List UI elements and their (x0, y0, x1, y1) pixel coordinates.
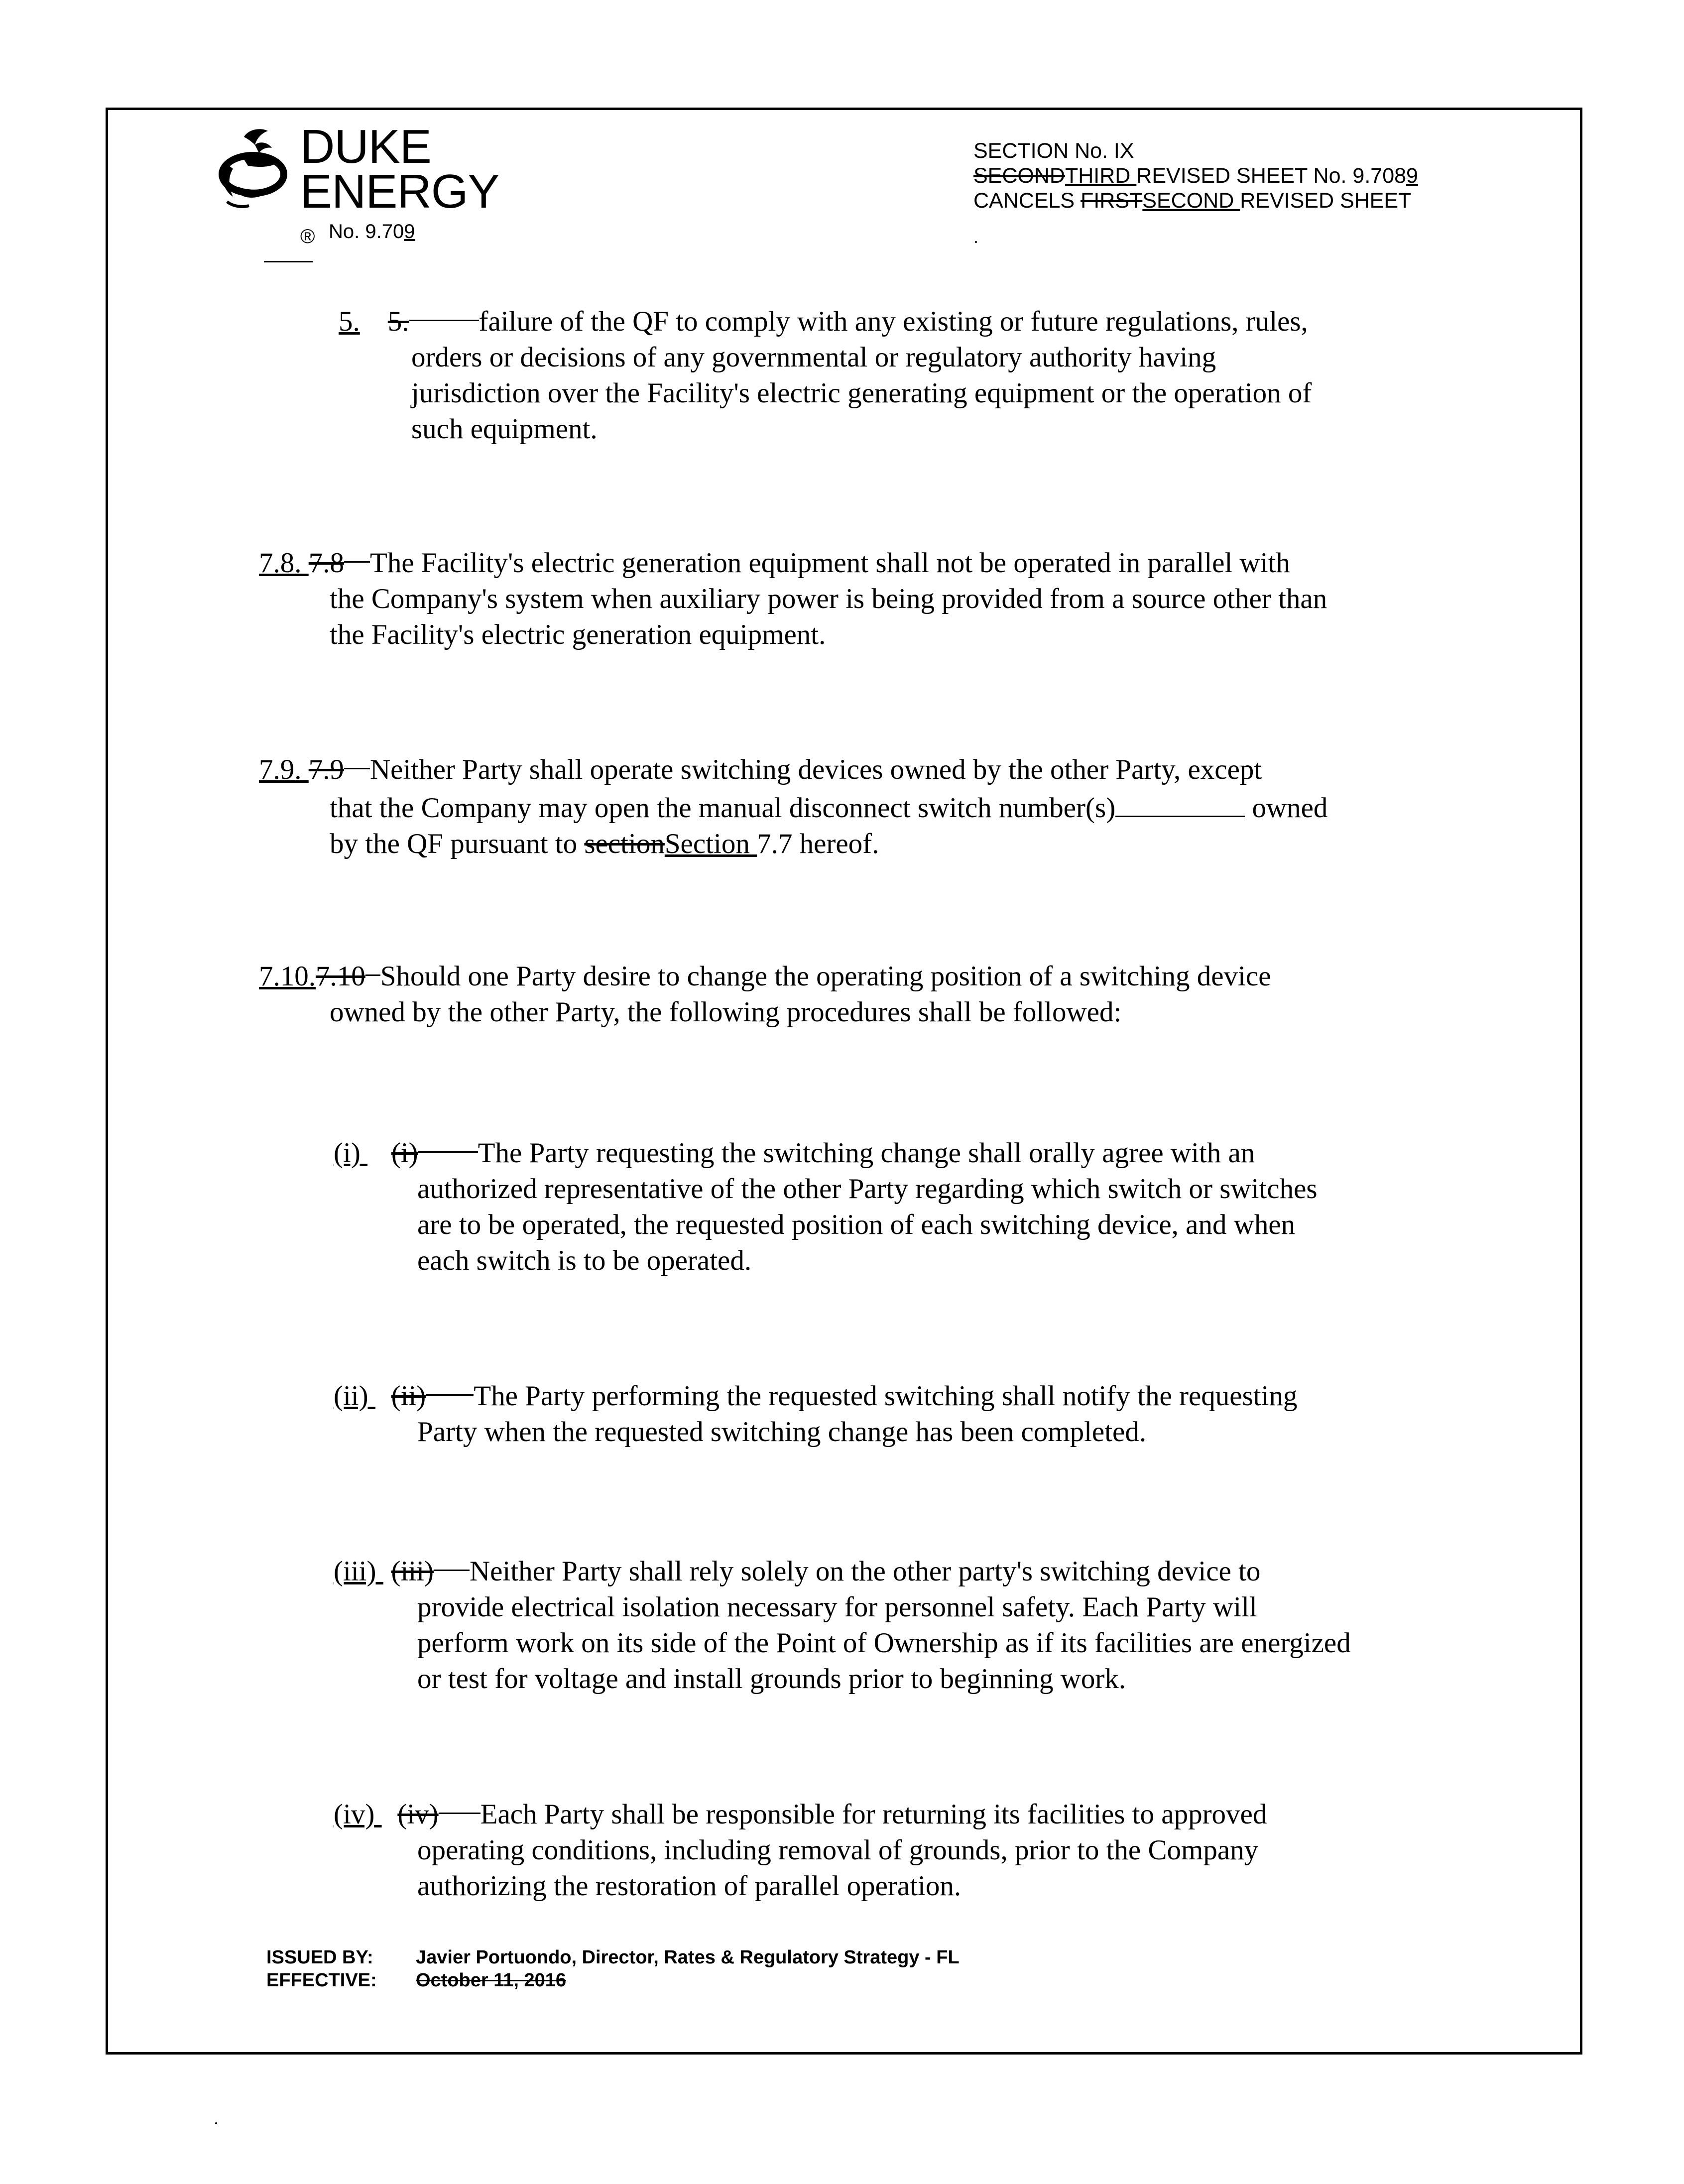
duke-energy-globe-icon (213, 127, 293, 209)
section-number: SECTION No. IX (973, 139, 1134, 163)
revised-sheet-line: SECONDTHIRD REVISED SHEET No. 9.7089 (973, 164, 1418, 188)
section-header (973, 138, 1418, 213)
speck (215, 2122, 217, 2124)
duke-energy-logo (213, 120, 499, 251)
section-7-9: 7.9. 7.9 Neither Party shall operate switching devices owned by the other Party, except that the Company may open the manual disconnect switch number(s) owned by the QF pursuant to sectionSection 7.7 hereof. (259, 754, 1328, 859)
section-7-10: 7.10.7.10 Should one Party desire to change the operating position of a switching device owned by the other Party, the following procedures shall be followed: (259, 961, 1271, 1028)
cancels-line: CANCELS FIRSTSECOND REVISED SHEET (973, 189, 1412, 213)
switch-number-blank[interactable] (1115, 788, 1245, 817)
issued-by-line: ISSUED BY: Javier Portuondo, Director, Rates & Regulatory Strategy - FL (266, 1947, 960, 1968)
issued-footer (266, 1946, 960, 1992)
logo-word-energy: ENERGY (300, 165, 499, 218)
logo-word-duke: DUKE (300, 120, 431, 173)
item-5: 5. 5. failure of the QF to comply with any existing or future regulations, rules, orders or decisions of any governmental or regulatory authority having jurisdiction over the Facility's electric generating equipment or the operation of such equipment. (339, 306, 1312, 445)
effective-line: EFFECTIVE: October 11, 2016 (266, 1970, 567, 1991)
subitem-i: (i) (i) The Party requesting the switching change shall orally agree with an authorized representative of the other Party regarding which switch or switches are to be operated, the requested position of each switching device, and when each switch is to be operated. (334, 1137, 1318, 1276)
logo-underline (264, 261, 313, 262)
subitem-iv: (iv) (iv) Each Party shall be responsible for returning its facilities to approved operating conditions, including removal of grounds, prior to the Company authorizing the restoration of parallel operation. (334, 1799, 1267, 1902)
subitem-iii: (iii) (iii) Neither Party shall rely solely on the other party's switching device to provide electrical isolation necessary for personnel safety. Each Party will perform work on its side of the Point of Ownership as if its facilities are energized or test for voltage and install grounds prior to beginning work. (334, 1556, 1351, 1695)
speck (975, 241, 977, 243)
registered-mark: ® (300, 226, 315, 247)
subitem-ii: (ii) (ii) The Party performing the requested switching shall notify the requesting Party when the requested switching change has been completed. (334, 1380, 1298, 1448)
section-7-8: 7.8. 7.8 The Facility's electric generation equipment shall not be operated in parallel with the Company's system when auxiliary power is being provided from a source other than the Facility's electric generation equipment. (259, 547, 1327, 650)
logo-sheet-number: No. 9.709 (329, 221, 415, 243)
